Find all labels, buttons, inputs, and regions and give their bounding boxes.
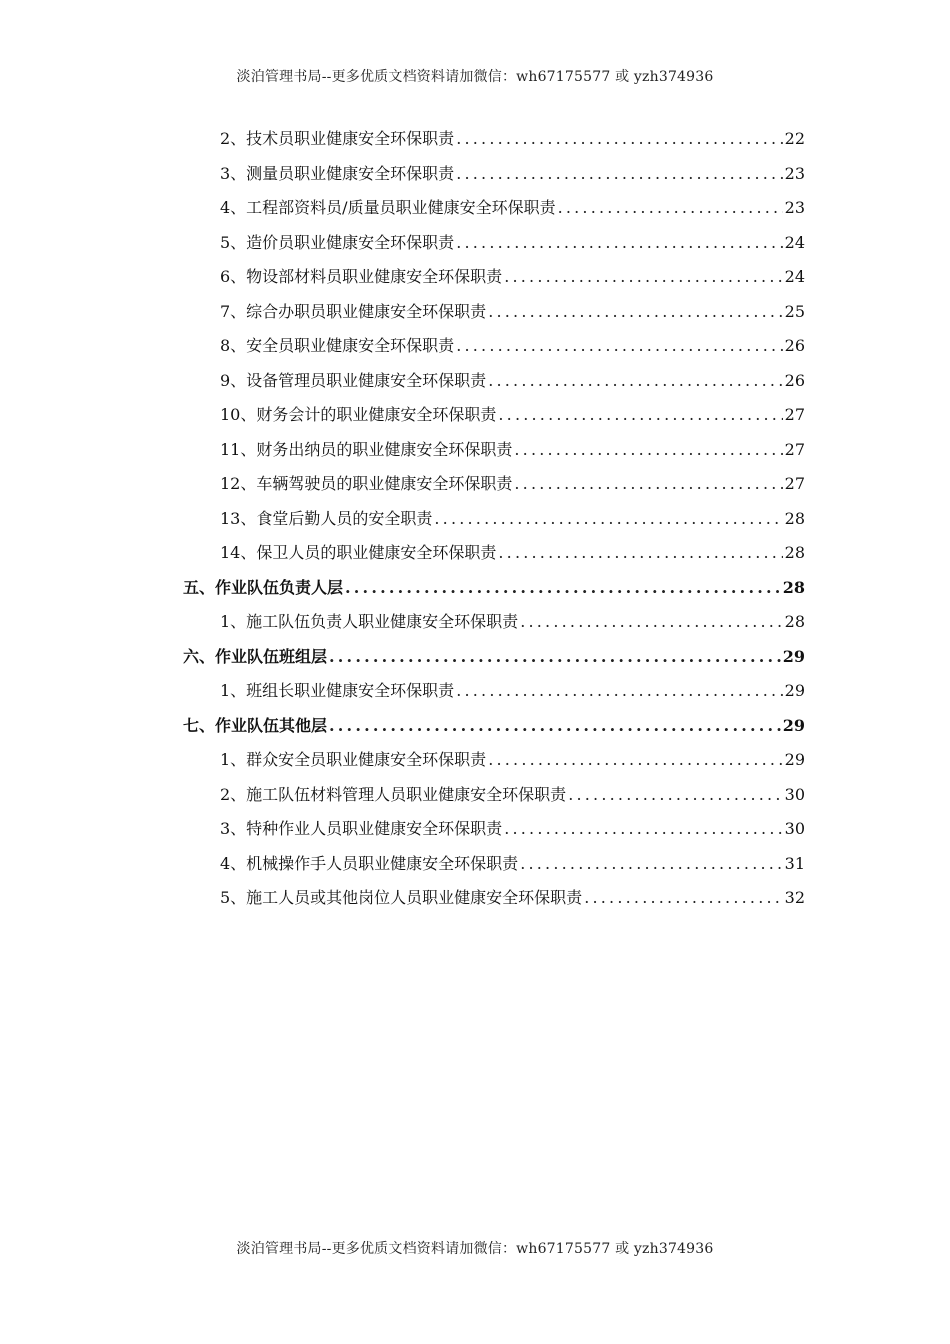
toc-entry[interactable] (0, 881, 950, 916)
toc-entry-title: 3、测量员职业健康安全环保职责 (220, 163, 455, 183)
toc-entry[interactable] (0, 364, 950, 399)
toc-page-number: 32 (784, 888, 805, 907)
toc-entry[interactable] (0, 226, 950, 261)
toc-entry-title: 五、作业队伍负责人层 (183, 577, 344, 597)
toc-page-number: 28 (784, 543, 805, 562)
toc-page-number: 29 (782, 715, 805, 735)
toc-entry-title: 10、财务会计的职业健康安全环保职责 (220, 405, 497, 424)
toc-entry-title: 8、安全员职业健康安全环保职责 (220, 336, 455, 355)
toc-entry[interactable] (0, 157, 950, 192)
toc-dot-leader (558, 191, 783, 226)
toc-entry[interactable] (0, 260, 950, 295)
toc-entry[interactable] (0, 122, 950, 157)
toc-page-number: 27 (784, 405, 805, 424)
toc-dot-leader (488, 295, 782, 330)
toc-entry-title: 2、施工队伍材料管理人员职业健康安全环保职责 (220, 784, 567, 804)
toc-page-number: 24 (784, 232, 805, 252)
toc-section-entry[interactable] (0, 709, 950, 744)
toc-dot-leader (488, 743, 782, 778)
toc-dot-leader (584, 881, 782, 916)
toc-entry-title: 6、物设部材料员职业健康安全环保职责 (220, 267, 503, 286)
toc-dot-leader (434, 502, 782, 537)
toc-dot-leader (520, 605, 782, 640)
page-footer: 淡泊管理书局--更多优质文档资料请加微信：wh67175577 或 yzh374936 (236, 1241, 714, 1257)
toc-entry-title: 2、技术员职业健康安全环保职责 (220, 129, 455, 148)
toc-entry-title: 14、保卫人员的职业健康安全环保职责 (220, 543, 497, 562)
toc-dot-leader (329, 709, 781, 744)
toc-dot-leader (488, 364, 782, 399)
toc-entry-title: 5、施工人员或其他岗位人员职业健康安全环保职责 (220, 888, 583, 907)
toc-entry-title: 11、财务出纳员的职业健康安全环保职责 (220, 439, 513, 459)
toc-dot-leader (568, 778, 782, 813)
toc-entry-title: 12、车辆驾驶员的职业健康安全环保职责 (220, 474, 513, 493)
toc-dot-leader (345, 571, 781, 606)
toc-entry[interactable] (0, 467, 950, 502)
toc-entry[interactable] (0, 191, 950, 226)
toc-entry-title: 1、班组长职业健康安全环保职责 (220, 681, 455, 700)
toc-section-entry[interactable] (0, 571, 950, 606)
toc-section-entry[interactable] (0, 640, 950, 675)
toc-page-number: 28 (784, 508, 805, 528)
toc-page-number: 23 (784, 163, 805, 183)
toc-page-number: 29 (784, 681, 805, 700)
toc-page-number: 31 (784, 853, 805, 873)
toc-entry[interactable] (0, 812, 950, 847)
toc-entry-title: 9、设备管理员职业健康安全环保职责 (220, 370, 487, 390)
toc-entry-title: 7、综合办职员职业健康安全环保职责 (220, 301, 487, 321)
toc-entry-title: 1、群众安全员职业健康安全环保职责 (220, 750, 487, 769)
toc-dot-leader (514, 467, 782, 502)
toc-dot-leader (456, 157, 782, 192)
toc-dot-leader (456, 122, 782, 157)
page-header: 淡泊管理书局--更多优质文档资料请加微信：wh67175577 或 yzh374936 (236, 69, 714, 85)
toc-page-number: 27 (784, 439, 805, 459)
toc-dot-leader (520, 847, 782, 882)
toc-dot-leader (504, 260, 782, 295)
toc-dot-leader (498, 398, 782, 433)
toc-page-number: 29 (782, 646, 805, 666)
toc-entry-title: 13、食堂后勤人员的安全职责 (220, 508, 433, 528)
toc-entry-title: 七、作业队伍其他层 (183, 715, 328, 735)
toc-entry[interactable] (0, 778, 950, 813)
toc-entry-title: 5、造价员职业健康安全环保职责 (220, 232, 455, 252)
toc-page-number: 26 (784, 336, 805, 355)
toc-entry[interactable] (0, 536, 950, 571)
toc-page-number: 25 (784, 301, 805, 321)
table-of-contents (0, 122, 950, 916)
toc-entry[interactable] (0, 605, 950, 640)
toc-entry[interactable] (0, 674, 950, 709)
toc-entry-title: 4、机械操作手人员职业健康安全环保职责 (220, 853, 519, 873)
toc-dot-leader (498, 536, 782, 571)
toc-entry-title: 1、施工队伍负责人职业健康安全环保职责 (220, 612, 519, 631)
toc-entry[interactable] (0, 847, 950, 882)
toc-entry-title: 3、特种作业人员职业健康安全环保职责 (220, 819, 503, 838)
toc-entry[interactable] (0, 433, 950, 468)
toc-page-number: 30 (784, 819, 805, 838)
toc-entry[interactable] (0, 295, 950, 330)
toc-page-number: 24 (784, 267, 805, 286)
toc-entry-title: 4、工程部资料员/质量员职业健康安全环保职责 (220, 198, 556, 217)
toc-page-number: 28 (784, 612, 805, 631)
toc-dot-leader (456, 226, 782, 261)
toc-dot-leader (456, 674, 782, 709)
toc-entry[interactable] (0, 502, 950, 537)
toc-dot-leader (329, 640, 781, 675)
toc-page-number: 27 (784, 474, 805, 493)
toc-entry[interactable] (0, 743, 950, 778)
toc-dot-leader (504, 812, 782, 847)
toc-page-number: 22 (784, 129, 805, 148)
toc-page-number: 28 (782, 577, 805, 597)
toc-page-number: 29 (784, 750, 805, 769)
toc-entry-title: 六、作业队伍班组层 (183, 646, 328, 666)
toc-page-number: 23 (784, 198, 805, 217)
toc-entry[interactable] (0, 329, 950, 364)
toc-page-number: 30 (784, 784, 805, 804)
toc-dot-leader (456, 329, 782, 364)
toc-dot-leader (514, 433, 782, 468)
toc-entry[interactable] (0, 398, 950, 433)
toc-page-number: 26 (784, 370, 805, 390)
